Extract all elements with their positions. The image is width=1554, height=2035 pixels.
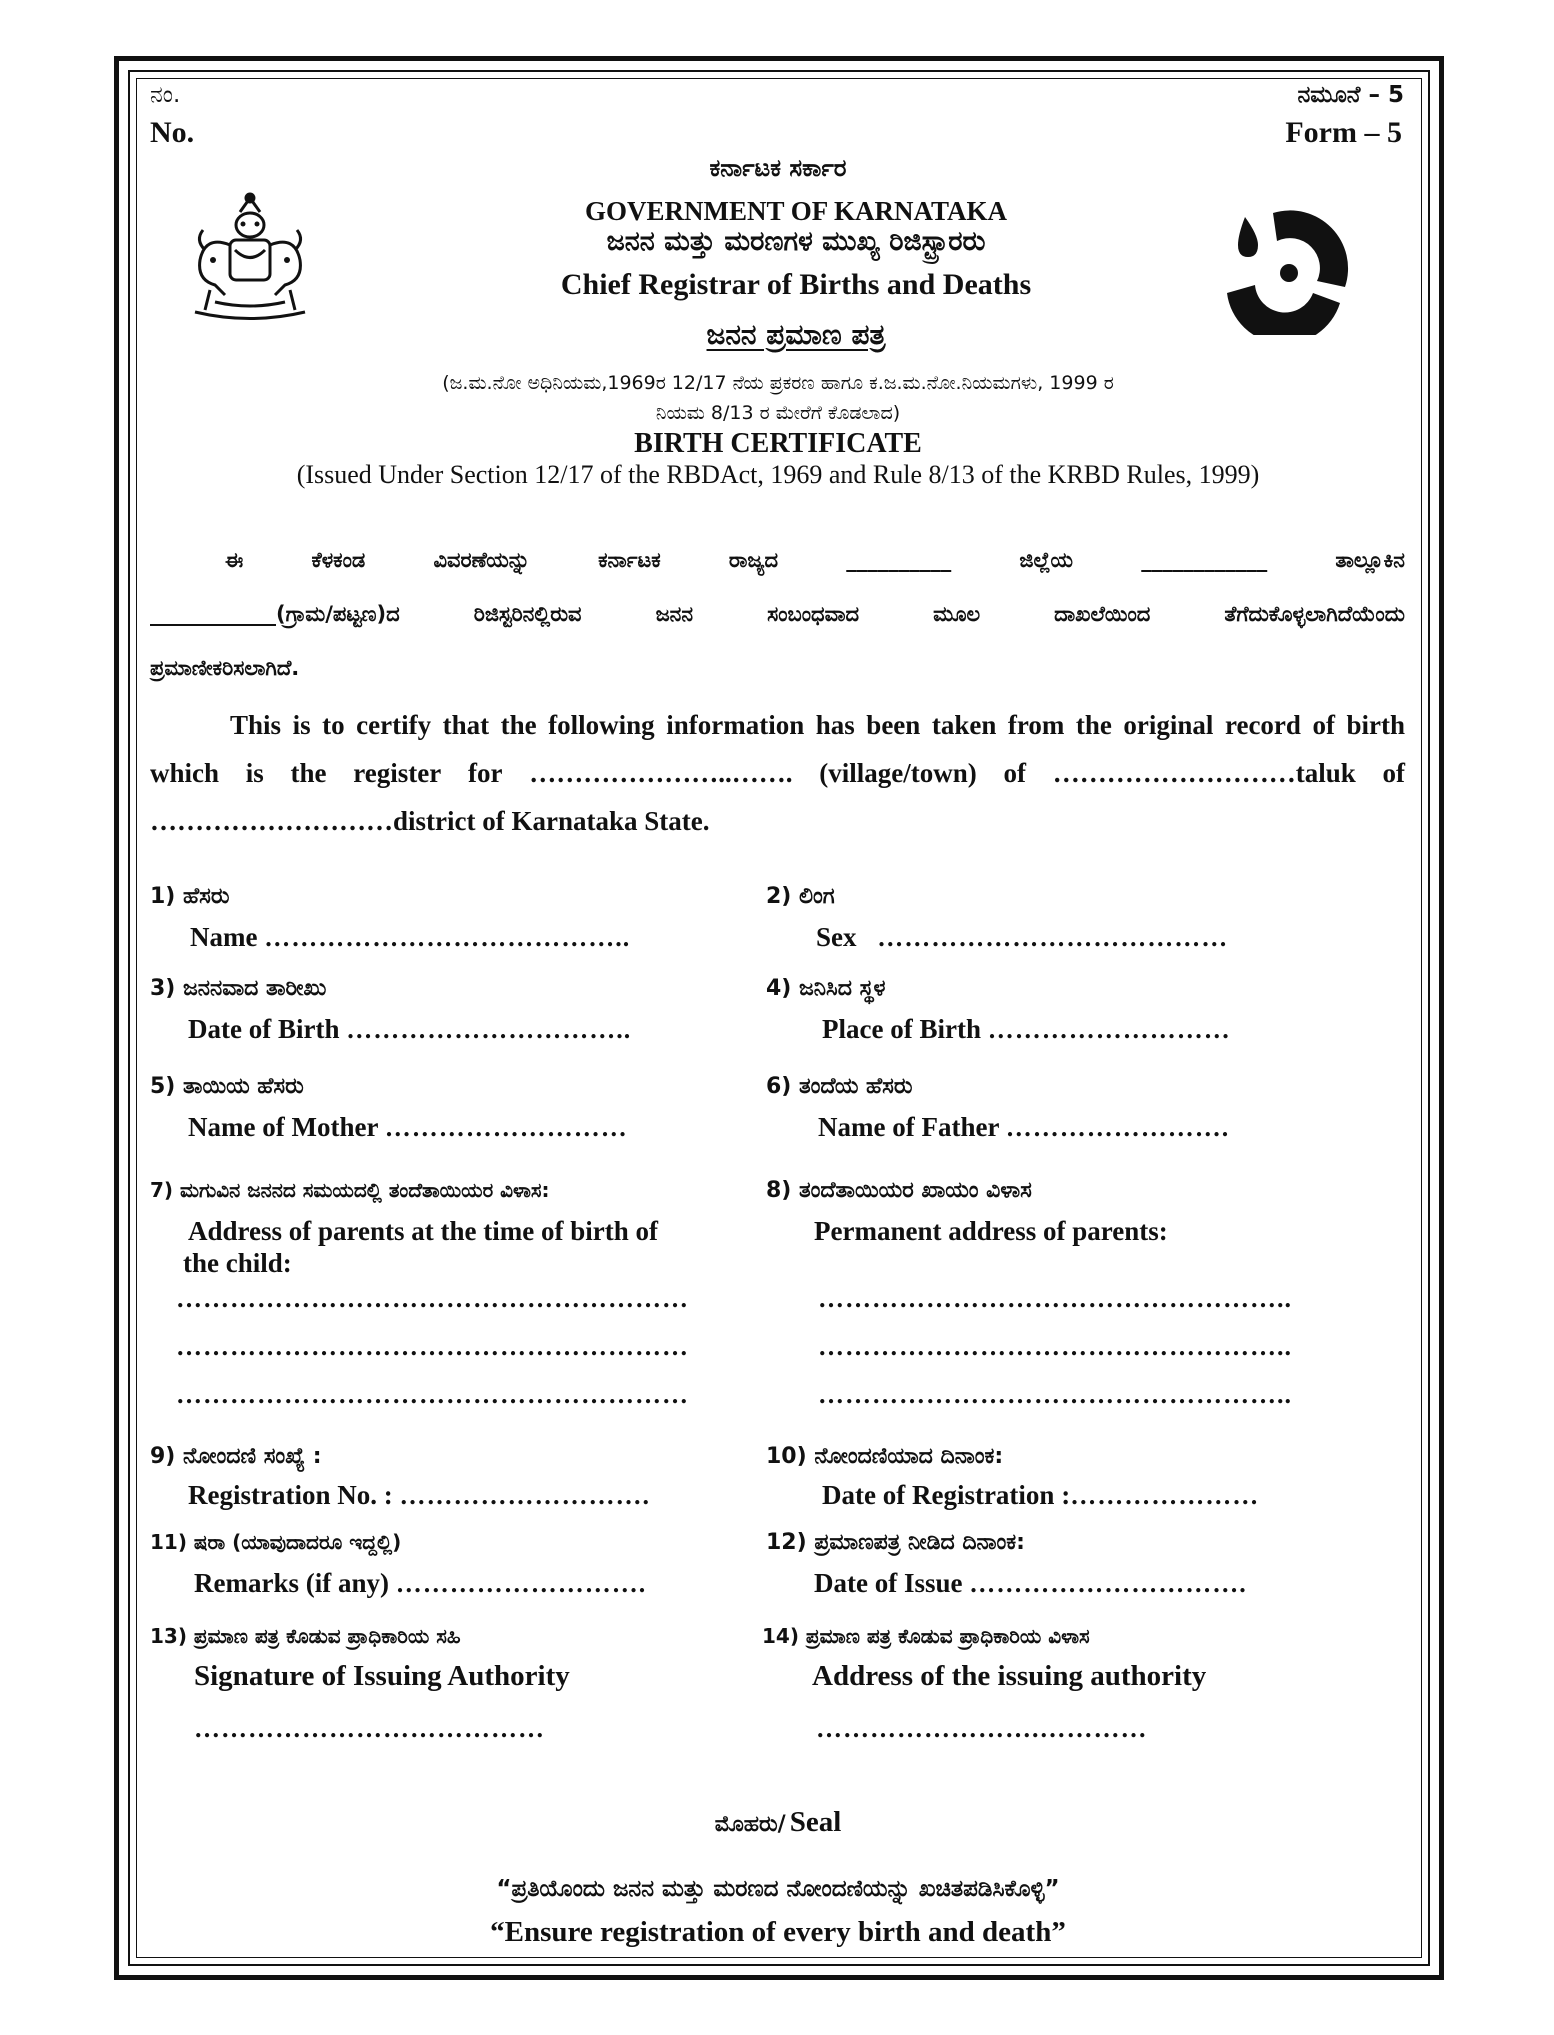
remarks-fill-line: ……………………….	[395, 1569, 647, 1598]
pob-fill-line: ………………………	[987, 1015, 1231, 1044]
father-fill-line: …………………….	[1005, 1113, 1230, 1142]
field-7-kn: 7) ಮಗುವಿನ ಜನನದ ಸಮಯದಲ್ಲಿ ತಂದೆತಾಯಿಯರ ವಿಳಾಸ:	[150, 1178, 550, 1202]
field-5-kn: 5) ತಾಯಿಯ ಹೆಸರು	[150, 1074, 304, 1099]
field-label: Remarks (if any)	[194, 1568, 389, 1598]
issue-date-fill-line: ………………………….	[969, 1569, 1247, 1598]
field-4-place-of-birth	[822, 1014, 1231, 1045]
field-10-date-of-registration	[822, 1480, 1259, 1511]
field-8-permanent-address: Permanent address of parents:	[814, 1216, 1168, 1246]
field-7-fill-line-1: …………………………………………………	[176, 1284, 689, 1313]
field-1-name	[190, 922, 630, 953]
field-label: Date of Birth	[188, 1014, 340, 1044]
village-dots: …………………..…….	[529, 758, 793, 788]
sex-fill-line: …………………………………	[877, 923, 1229, 952]
word: ಕರ್ನಾಟಕ	[598, 548, 661, 572]
intro-kn-line1	[225, 548, 1405, 573]
word: ತೆಗೆದುಕೊಳ್ಳಲಾಗಿದೆಯೆಂದು	[1224, 602, 1405, 626]
act-reference-en: (Issued Under Section 12/17 of the RBDAct, 1969 and Rule 8/13 of the KRBD Rules, 1999)	[296, 460, 1260, 489]
slogan-kn: “ಪ್ರತಿಯೊಂದು ಜನನ ಮತ್ತು ಮರಣದ ನೋಂದಣಿಯನ್ನು ಖಚಿತಪಡಿಸಿಕೊಳ್ಳಿ”	[496, 1876, 1060, 1902]
authority-address-fill-line: …………………….…………	[816, 1714, 1148, 1743]
field-8-fill-line-1: ……………………………………………..	[818, 1284, 1292, 1313]
field-label: Date of Issue	[814, 1568, 963, 1598]
intro-kn-line3: ಪ್ರಮಾಣೀಕರಿಸಲಾಗಿದೆ.	[150, 656, 300, 680]
intro-en-line2	[150, 758, 1405, 789]
word: ಸಂಬಂಧವಾದ	[767, 602, 860, 626]
form-label-en: Form – 5	[1285, 116, 1402, 149]
field-7-fill-line-3: …………………………………………………	[176, 1380, 689, 1409]
word: ಜಿಲ್ಲೆಯ	[1019, 548, 1073, 572]
registrar-title-en: Chief Registrar of Births and Deaths	[560, 268, 1032, 301]
word: is	[245, 758, 264, 788]
seal-label	[150, 1806, 1406, 1839]
field-11-remarks	[194, 1568, 646, 1599]
word: ಜನನ	[655, 602, 694, 626]
reg-date-fill-line: …………………	[1070, 1481, 1260, 1510]
intro-kn-line2	[150, 602, 1405, 627]
field-4-kn: 4) ಜನಿಸಿದ ಸ್ಥಳ	[766, 976, 886, 1001]
dob-fill-line: …………………………..	[346, 1015, 632, 1044]
intro-en-line3: ………………………district of Karnataka State.	[150, 806, 710, 836]
word: ಕೆಳಕಂಡ	[311, 548, 366, 572]
word: ಮೂಲ	[933, 602, 981, 626]
word: of	[1382, 758, 1405, 788]
taluk-dots: ………………………taluk	[1052, 758, 1356, 788]
field-label: Name of Mother	[188, 1112, 378, 1142]
field-8-fill-line-2: ……………………………………………..	[818, 1332, 1292, 1361]
field-6-father-name	[818, 1112, 1229, 1143]
word: of	[1003, 758, 1026, 788]
seal-label-kn: ಮೊಹರು/	[714, 1812, 786, 1837]
word: ರಿಜಿಸ್ಟರಿನಲ್ಲಿರುವ	[473, 602, 582, 626]
slogan-en: “Ensure registration of every birth and death”	[490, 1916, 1066, 1948]
field-label: Sex	[816, 922, 857, 952]
field-10-kn: 10) ನೋಂದಣಿಯಾದ ದಿನಾಂಕ:	[766, 1444, 1004, 1469]
name-fill-line: …………………………………..	[264, 923, 631, 952]
field-9-registration-no	[188, 1480, 650, 1511]
field-13-signature-label: Signature of Issuing Authority	[194, 1660, 570, 1692]
word: for	[468, 758, 503, 788]
field-6-kn: 6) ತಂದೆಯ ಹೆಸರು	[766, 1074, 913, 1099]
mother-fill-line: ………………………	[384, 1113, 628, 1142]
word: register	[353, 758, 442, 788]
field-14-kn: 14) ಪ್ರಮಾಣ ಪತ್ರ ಕೊಡುವ ಪ್ರಾಧಿಕಾರಿಯ ವಿಳಾಸ	[762, 1624, 1090, 1648]
field-9-kn: 9) ನೋಂದಣಿ ಸಂಖ್ಯೆ :	[150, 1444, 322, 1469]
word: the	[290, 758, 327, 788]
field-5-mother-name	[188, 1112, 628, 1143]
field-12-kn: 12) ಪ್ರಮಾಣಪತ್ರ ನೀಡಿದ ದಿನಾಂಕ:	[766, 1530, 1025, 1555]
act-reference-kn-line1: (ಜ.ಮ.ನೋ ಅಧಿನಿಯಮ,1969ರ 12/17 ನೆಯ ಪ್ರಕರಣ ಹಾಗೂ ಕ.ಜ.ಮ.ನೋ.ನಿಯಮಗಳು, 1999 ರ	[442, 372, 1114, 394]
registration-fill-line: ……………………….	[399, 1481, 650, 1510]
field-label: Place of Birth	[822, 1014, 981, 1044]
field-label: Name of Father	[818, 1112, 999, 1142]
field-7-fill-line-2: …………………………………………………	[176, 1332, 689, 1361]
field-12-date-of-issue	[814, 1568, 1247, 1599]
certificate-title-en: BIRTH CERTIFICATE	[634, 428, 922, 459]
field-1-kn: 1) ಹೆಸರು	[150, 884, 230, 909]
field-3-kn: 3) ಜನನವಾದ ತಾರೀಖು	[150, 976, 327, 1001]
registrar-title-kn: ಜನನ ಮತ್ತು ಮರಣಗಳ ಮುಖ್ಯ ರಿಜಿಸ್ಟ್ರಾರರು	[606, 226, 986, 257]
intro-en-line1: This is to certify that the following information has been taken from the original record of birth	[230, 710, 1405, 740]
act-reference-kn-line2: ನಿಯಮ 8/13 ರ ಮೇರೆಗೆ ಕೊಡಲಾದ)	[655, 402, 901, 424]
village-blank: ____________(ಗ್ರಾಮ/ಪಟ್ಟಣ)ದ	[150, 602, 400, 626]
field-7-label-line1: Address of parents at the time of birth of	[188, 1216, 658, 1246]
government-title-en: GOVERNMENT OF KARNATAKA	[584, 196, 1007, 226]
word: ದಾಖಲೆಯಿಂದ	[1054, 602, 1151, 626]
signature-fill-line: …………………………………	[194, 1714, 545, 1743]
field-label: Date of Registration :	[822, 1480, 1071, 1510]
word: ವಿವರಣೆಯನ್ನು	[433, 548, 530, 572]
field-8-kn: 8) ತಂದೆತಾಯಿಯರ ಖಾಯಂ ವಿಳಾಸ	[766, 1178, 1032, 1203]
field-14-authority-address-label: Address of the issuing authority	[812, 1660, 1207, 1692]
field-13-kn: 13) ಪ್ರಮಾಣ ಪತ್ರ ಕೊಡುವ ಪ್ರಾಧಿಕಾರಿಯ ಸಹಿ	[150, 1624, 461, 1648]
field-8-fill-line-3: ……………………………………………..	[818, 1380, 1292, 1409]
field-label: Name	[190, 922, 258, 952]
number-label-kn: ನಂ.	[150, 82, 181, 108]
government-title-kn: ಕರ್ನಾಟಕ ಸರ್ಕಾರ	[709, 154, 847, 182]
number-label-en: No.	[150, 116, 195, 149]
field-7-label-line2: the child:	[183, 1248, 292, 1278]
field-2-sex	[816, 922, 1228, 953]
word: ರಾಜ್ಯದ	[728, 548, 779, 572]
word: ಈ	[225, 548, 244, 572]
field-3-date-of-birth	[188, 1014, 631, 1045]
field-2-kn: 2) ಲಿಂಗ	[766, 884, 835, 909]
word: (village/town)	[819, 758, 977, 788]
taluk-blank: ____________	[1141, 548, 1268, 572]
word: ತಾಲ್ಲೂಕಿನ	[1335, 548, 1405, 572]
word: which	[150, 758, 220, 788]
seal-label-en: Seal	[789, 1806, 842, 1838]
certificate-title-kn: ಜನನ ಪ್ರಮಾಣ ಪತ್ರ	[706, 318, 886, 351]
field-11-kn: 11) ಷರಾ (ಯಾವುದಾದರೂ ಇದ್ದಲ್ಲಿ)	[150, 1530, 402, 1554]
field-label: Registration No. :	[188, 1480, 393, 1510]
form-label-kn: ನಮೂನೆ – 5	[1297, 82, 1404, 108]
certificate-title-kn-wrap	[150, 318, 1406, 352]
district-blank: __________	[846, 548, 952, 572]
